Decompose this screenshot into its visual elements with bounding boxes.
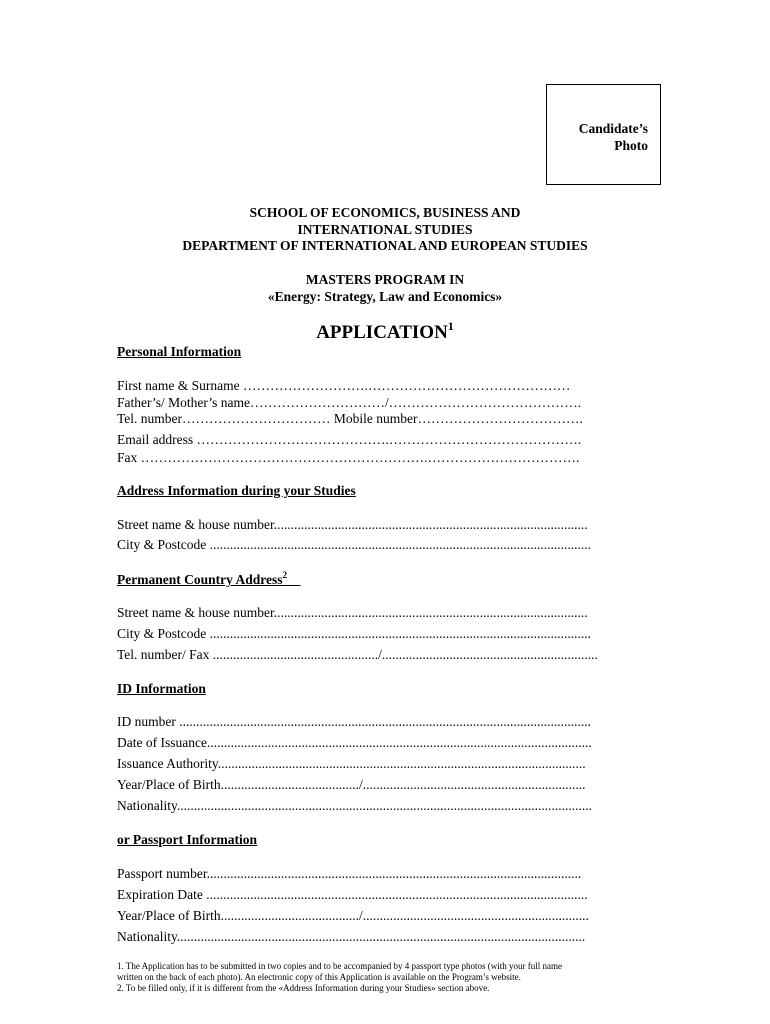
field-tel-mobile[interactable]: Tel. number…………………………… Mobile number………………………………. — [117, 411, 583, 426]
field-first-name-surname[interactable]: First name & Surname ……………………….……………………………………… — [117, 378, 571, 393]
field-id-date-of-issuance[interactable]: Date of Issuance.................................................................................................................. — [117, 735, 592, 750]
permanent-heading-underline-trail — [287, 572, 301, 587]
application-footnote-marker: 1 — [447, 319, 454, 333]
candidate-photo-box — [546, 84, 661, 185]
school-name-line1: SCHOOL OF ECONOMICS, BUSINESS AND — [249, 205, 521, 220]
field-id-issuance-authority[interactable]: Issuance Authority............................................................................................................. — [117, 756, 586, 771]
field-parent-name[interactable]: Father’s/ Mother’s name…………………………/……………………………………. — [117, 395, 582, 410]
field-passport-number[interactable]: Passport number............................................................................................................... — [117, 866, 582, 881]
field-id-year-place-birth[interactable]: Year/Place of Birth........................................./.................................................................. — [117, 777, 586, 792]
application-title — [0, 319, 770, 344]
field-permanent-tel-fax[interactable]: Tel. number/ Fax ................................................./................................................................ — [117, 647, 598, 662]
field-id-nationality[interactable]: Nationality........................................................................................................................... — [117, 798, 592, 813]
application-title-text: APPLICATION — [316, 322, 448, 343]
program-line1: MASTERS PROGRAM IN — [305, 272, 465, 287]
footnote-1-line2: written on the back of each photo). An electronic copy of this Application is available on the Program’s website. — [117, 972, 521, 982]
field-id-number[interactable]: ID number .......................................................................................................................... — [117, 714, 591, 729]
footnotes — [117, 961, 647, 994]
footnote-2: 2. To be filled only, if it is different from the «Address Information during your Studies» section above. — [117, 983, 490, 993]
section-heading-address: Address Information during your Studies — [117, 483, 356, 498]
program-line2: «Energy: Strategy, Law and Economics» — [267, 289, 503, 304]
field-passport-nationality[interactable]: Nationality......................................................................................................................... — [117, 929, 586, 944]
permanent-heading-text: Permanent Country Address — [117, 572, 283, 587]
section-heading-id: ID Information — [117, 681, 206, 696]
section-heading-permanent — [117, 571, 301, 588]
section-heading-passport: or Passport Information — [117, 832, 257, 847]
section-heading-personal: Personal Information — [117, 344, 242, 359]
candidate-photo-label: Candidate’s Photo — [578, 121, 648, 153]
field-fax[interactable]: Fax ……………………………………………………….……………………………. — [117, 450, 580, 465]
school-name-line2: INTERNATIONAL STUDIES — [297, 222, 473, 237]
field-passport-year-place-birth[interactable]: Year/Place of Birth........................................./................................................................... — [117, 908, 589, 923]
field-email[interactable]: Email address …………………………………….……………………………………. — [117, 432, 582, 447]
field-study-city-postcode[interactable]: City & Postcode ................................................................................................................. — [117, 537, 592, 552]
department-name: DEPARTMENT OF INTERNATIONAL AND EUROPEAN STUDIES — [182, 238, 588, 253]
field-permanent-city-postcode[interactable]: City & Postcode ................................................................................................................. — [117, 626, 592, 641]
field-permanent-street[interactable]: Street name & house number............................................................................................. — [117, 605, 588, 620]
field-study-street[interactable]: Street name & house number............................................................................................. — [117, 517, 588, 532]
footnote-1-line1: 1. The Application has to be submitted in two copies and to be accompanied by 4 passport type photos (with your full name — [117, 961, 562, 971]
permanent-footnote-marker: 2 — [282, 570, 288, 580]
field-passport-expiration[interactable]: Expiration Date ................................................................................................................. — [117, 887, 588, 902]
